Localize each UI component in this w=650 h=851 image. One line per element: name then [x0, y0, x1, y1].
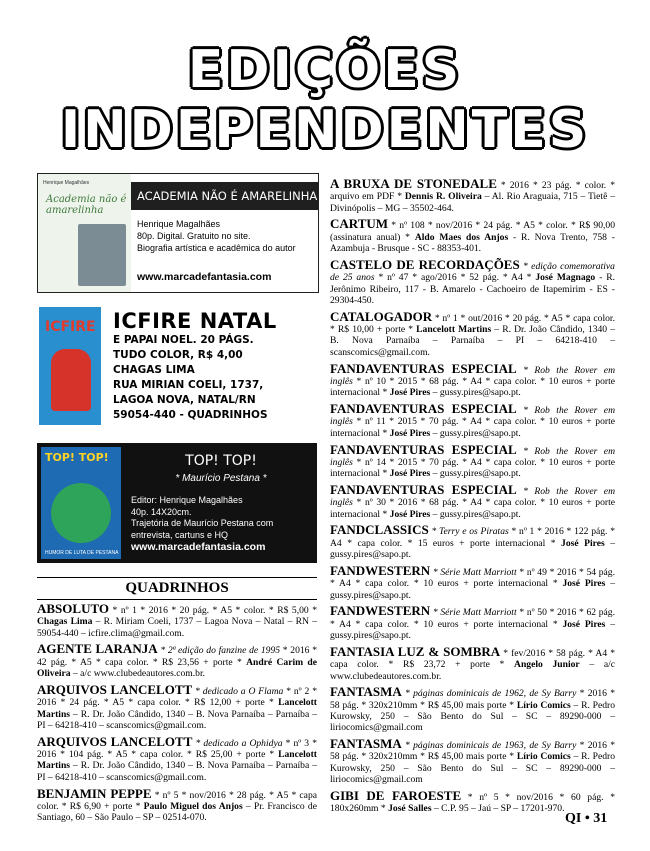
listing-entry — [330, 441, 615, 480]
ad-line: LAGOA NOVA, NATAL/RN — [113, 394, 256, 406]
entry-tail: – R. Dr. João Cândido, 1340 – B. Nova Parnaíba – Parnaíba – PI – 64218-410 – scanscomics@gmail.com. — [37, 760, 317, 783]
entry-name: FANDAVENTURAS ESPECIAL — [330, 481, 517, 497]
entry-sub: * edição comemorativa de 25 anos — [330, 260, 615, 284]
entry-text: * nº 3 * 2016 * 104 pág. * A5 * capa color. * R$ 25,00 + porte * — [37, 737, 317, 761]
ad-desc: Biografia artística e acadêmica do autor — [137, 243, 296, 253]
entry-bold: José Magnago — [535, 272, 596, 284]
entry-name: FANTASIA LUZ & SOMBRA — [330, 643, 501, 659]
entry-name: AGENTE LARANJA — [37, 641, 158, 657]
entry-tail: – gussy.pires@sapo.pt. — [330, 578, 615, 601]
ad-icfire — [37, 305, 317, 427]
listing-entry — [330, 218, 615, 254]
entry-tail: - R. Jerônimo Ribeiro, 117 - B. Amarelo - Cachoeiro de Itapemirim - ES - 29304-450. — [330, 272, 615, 306]
entry-tail: – R. Dr. João Cândido, 1340 – B. Nova Parnaíba – Parnaíba – PI – 64218-410 – scanscomics@gmail.com. — [330, 324, 615, 358]
entry-bold: Lancelott Martins — [37, 697, 317, 720]
page-title-line1: EDIÇÕES — [187, 40, 463, 100]
entry-text: * fev/2016 * 58 pág. * A4 * capa color. * R$ 23,72 + porte * — [330, 647, 615, 671]
cover-subtitle: HUMOR DE LUTA DE PESTANA — [45, 550, 119, 556]
ad-academia — [37, 173, 319, 293]
listing-entry — [330, 178, 615, 214]
entry-sub: * páginas dominicais de 1963, de Sy Barry — [401, 740, 577, 752]
cover-publisher: Henrique Magalhães — [43, 180, 90, 186]
ad-title: ACADEMIA NÃO É AMARELINHA — [131, 182, 318, 210]
santa-illustration — [51, 349, 91, 411]
entry-sub: * dedicado a O Flama — [192, 685, 284, 697]
entry-name: FANDWESTERN — [330, 603, 431, 619]
ad-toptop — [37, 443, 317, 563]
entry-bold: André Carim de Oliveira — [37, 656, 317, 680]
entry-bold: Paulo Miguel dos Anjos — [143, 800, 243, 812]
entry-tail: – C.P. 95 – Jaú – SP – 17201-970. — [431, 803, 565, 815]
entry-name: FANTASMA — [330, 684, 402, 700]
ad-url[interactable]: www.marcadefantasia.com — [137, 271, 272, 283]
entry-tail: – R. Dr. João Cândido, 1340 – B. Nova Parnaíba – Parnaíba – PI – 64218-410 – scanscomics@gmail.com. — [37, 708, 317, 731]
left-column — [37, 603, 317, 828]
ad-desc: Trajetória de Maurício Pestana com — [131, 518, 274, 528]
entry-bold: Chagas Lima — [37, 616, 93, 628]
entry-name: ARQUIVOS LANCELOTT — [37, 681, 193, 697]
entry-sub: * Terry e os Piratas — [428, 526, 509, 538]
listing-entry — [37, 681, 317, 731]
entry-name: ARQUIVOS LANCELOTT — [37, 733, 193, 749]
entry-bold: José Pires — [561, 537, 605, 549]
listing-entry — [330, 524, 615, 560]
entry-bold: José Pires — [562, 618, 606, 630]
entry-bold: José Pires — [389, 508, 431, 520]
ad-line: 59054-440 - QUADRINHOS — [113, 409, 268, 421]
comic-cover — [39, 307, 101, 425]
entry-tail: – a/c www.clubedeautores.com.br. — [70, 668, 206, 680]
entry-name: FANDAVENTURAS ESPECIAL — [330, 401, 517, 417]
entry-name: GIBI DE FAROESTE — [330, 787, 462, 803]
entry-name: A BRUXA DE STONEDALE — [330, 176, 497, 191]
entry-tail: – gussy.pires@sapo.pt. — [430, 427, 521, 439]
listing-entry — [330, 605, 615, 641]
ad-author: Henrique Magalhães — [137, 219, 221, 229]
entry-tail: – gussy.pires@sapo.pt. — [330, 618, 615, 642]
entry-text: * nº 1 * out/2016 * 20 pág. * A5 * capa color. * R$ 10,00 + porte * — [330, 312, 615, 336]
entry-sub: * dedicado a Ophidya — [192, 737, 283, 749]
entry-tail: – R. Miriam Coeli, 1737 – Lagoa Nova – Natal – RN – 59054-440 – icfire.clima@gmail.com. — [37, 616, 317, 639]
entry-tail: – a/c www.clubedeautores.com.br. — [330, 659, 616, 682]
entry-text: * nº 1 * 2016 * 122 pág. * A4 * capa color. * 15 euros + porte internacional * — [330, 526, 615, 549]
entry-tail: – gussy.pires@sapo.pt. — [430, 387, 521, 399]
entry-text: * nº 5 * nov/2016 * 28 pág. * A5 * capa color. * R$ 6,90 + porte * — [37, 789, 317, 812]
entry-text: * nº 30 * 2016 * 68 pág. * A4 * capa color. * 10 euros + porte internacional * — [330, 497, 615, 520]
entry-name: FANTASMA — [330, 736, 402, 752]
entry-bold: Lancelott Martins — [416, 324, 492, 336]
entry-bold: Angelo Junior — [514, 659, 580, 671]
entry-tail: – R. Pedro Kurowsky, 250 – São Bento do Sul – SC – 89290-000 – liriocomics@gmail.com — [330, 699, 616, 734]
entry-text: * nº 108 * nov/2016 * 24 pág. * A5 * color. * R$ 90,00 (assinatura anual) * — [330, 220, 615, 243]
entry-sub: * Rob the Rover em inglês — [330, 445, 615, 468]
entry-bold: José Salles — [388, 803, 432, 815]
entry-bold: Lancelott Martins — [37, 749, 317, 772]
entry-sub: * Rob the Rover em inglês — [330, 485, 615, 509]
entry-text: * nº 14 * 2015 * 70 pág. * A4 * capa color. * 10 euros + porte internacional * — [330, 456, 615, 480]
entry-name: CASTELO DE RECORDAÇÕES — [330, 256, 520, 272]
author-photo — [78, 224, 126, 286]
globe-illustration — [51, 483, 111, 543]
cover-title: Academia não é amarelinha — [46, 194, 127, 216]
listing-entry — [37, 643, 317, 679]
ad-line: E PAPAI NOEL. 20 PÁGS. — [113, 334, 254, 346]
entry-tail: – gussy.pires@sapo.pt. — [430, 468, 521, 480]
entry-text: * nº 5 * nov/2016 * 60 pág. * 180x260mm * — [330, 791, 615, 815]
entry-bold: José Pires — [389, 387, 431, 399]
listing-entry — [37, 785, 317, 824]
entry-tail: – R. Pedro Kurowsky, 250 – São Bento do Sul – SC – 89290-000 – liriocomics@gmail.com — [330, 751, 616, 786]
cover-title: TOP! TOP! — [45, 451, 109, 464]
section-title: QUADRINHOS — [125, 580, 229, 596]
divider — [37, 599, 317, 600]
divider — [37, 577, 317, 578]
entry-name: CATALOGADOR — [330, 308, 433, 324]
ad-line: TUDO COLOR, R$ 4,00 — [113, 349, 243, 361]
listing-entry — [330, 562, 615, 601]
entry-text: * 2016 * 42 pág. * A5 * capa color. * R$ 23,56 + porte * — [37, 645, 318, 668]
entry-bold: José Pires — [389, 427, 431, 439]
entry-sub: * páginas dominicais de 1962, de Sy Barry — [401, 688, 577, 700]
listing-entry — [330, 360, 615, 399]
listing-entry — [330, 738, 615, 785]
entry-sub: * Rob the Rover em inglês — [330, 364, 615, 387]
entry-text: * 2016 * 23 pág. * color. * arquivo em PDF * — [330, 180, 615, 203]
comic-cover — [41, 447, 121, 559]
ad-subtitle: * Maurício Pestana * — [175, 473, 267, 484]
listing-entry — [330, 686, 615, 733]
ad-line: CHAGAS LIMA — [113, 364, 195, 376]
entry-name: FANDAVENTURAS ESPECIAL — [330, 360, 517, 376]
entry-text: * nº 1 * 2016 * 20 pág. * A5 * color. * R$ 5,00 * — [109, 605, 317, 616]
entry-name: FANDAVENTURAS ESPECIAL — [330, 441, 517, 457]
entry-text: * nº 10 * 2015 * 68 pág. * A4 * capa color. * 10 euros + porte internacional * — [330, 375, 615, 399]
listing-entry — [37, 603, 317, 639]
entry-text: * nº 50 * 2016 * 62 pág. * A4 * capa color. * 10 euros + porte internacional * — [330, 607, 615, 630]
entry-bold: José Pires — [562, 578, 606, 590]
entry-name: CARTUM — [330, 216, 389, 232]
entry-sub: * Série Matt Marriott — [430, 607, 517, 619]
entry-sub: * Rob the Rover em inglês — [330, 405, 615, 428]
listing-entry — [330, 256, 615, 306]
ad-line: RUA MIRIAN COELI, 1737, — [113, 379, 264, 391]
entry-bold: Lírio Comics — [516, 751, 571, 763]
page-title-line2: INDEPENDENTES — [60, 100, 590, 160]
ad-url[interactable]: www.marcadefantasia.com — [131, 541, 266, 553]
listing-entry — [330, 643, 616, 682]
entry-name: FANDCLASSICS — [330, 522, 429, 538]
entry-tail: – gussy.pires@sapo.pt. — [430, 508, 521, 520]
ad-title: TOP! TOP! — [185, 453, 257, 469]
ad-spec: 80p. Digital. Gratuito no site. — [137, 231, 251, 241]
entry-name: FANDWESTERN — [330, 562, 431, 578]
entry-tail: – Pr. Francisco de Santiago, 60 – São Paulo – SP – 02514-070. — [37, 800, 317, 824]
entry-text: * nº 2 * 2016 * 24 pág. * A5 * capa color. * R$ 12,00 + porte * — [37, 685, 317, 709]
right-column — [330, 178, 615, 819]
entry-tail: – Al. Rio Araguaia, 715 – Tietê – Divinópolis – MG – 35502-464. — [330, 191, 615, 214]
entry-bold: Aldo Maes dos Anjos — [414, 231, 509, 243]
entry-bold: Lírio Comics — [516, 699, 571, 711]
entry-text: * 2016 * 58 pág. * 320x210mm * R$ 45,00 mais porte * — [330, 740, 616, 763]
entry-text: * nº 49 * 2016 * 54 pág. * A4 * capa color. * 10 euros + porte internacional * — [330, 566, 615, 590]
listing-entry — [330, 403, 615, 439]
entry-tail: - R. Nova Trento, 758 - Azambuja - Brusque - SC - 88353-401. — [330, 231, 615, 255]
ad-spec: 40p. 14X20cm. — [131, 506, 192, 517]
listing-entry — [330, 308, 615, 358]
listing-entry — [37, 733, 317, 783]
cover-title: ICFIRE — [45, 319, 96, 335]
entry-sub: * Série Matt Marriott — [430, 566, 517, 578]
entry-sub: * 2ª edição do fanzine de 1995 — [157, 645, 281, 657]
ad-desc: entrevista, cartuns e HQ — [131, 529, 229, 540]
listing-entry — [330, 481, 615, 520]
page-number: QI • 31 — [565, 811, 608, 826]
entry-text: * 2016 * 58 pág. * 320x210mm * R$ 45,00 mais porte * — [330, 688, 616, 711]
ad-title: ICFIRE NATAL — [113, 309, 277, 333]
entry-text: * nº 47 * ago/2016 * 52 pág. * A4 * — [374, 272, 536, 284]
entry-name: ABSOLUTO — [37, 601, 110, 616]
entry-name: BENJAMIN PEPPE — [37, 785, 152, 801]
entry-bold: Dennis R. Oliveira — [404, 191, 482, 203]
entry-bold: José Pires — [389, 468, 431, 480]
book-cover — [38, 174, 131, 292]
ad-editor: Editor: Henrique Magalhães — [131, 495, 243, 505]
entry-tail: – gussy.pires@sapo.pt. — [330, 537, 615, 561]
entry-text: * nº 11 * 2015 * 70 pág. * A4 * capa color. * 10 euros + porte internacional * — [330, 416, 615, 439]
